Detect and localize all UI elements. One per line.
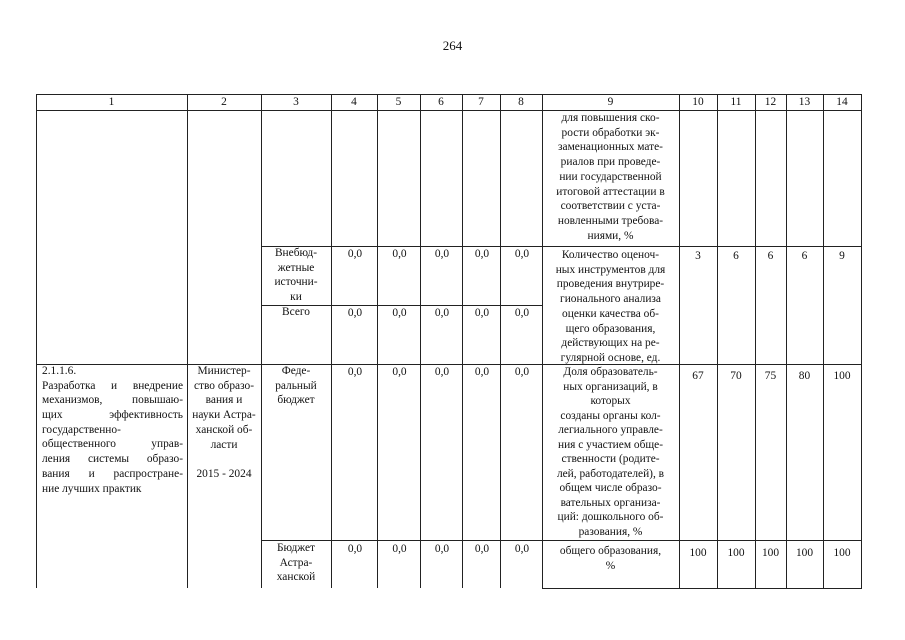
funding-value: 0,0 bbox=[347, 307, 363, 319]
indicator-line: гулярной основе, ед. bbox=[560, 351, 661, 364]
funding-value: 0,0 bbox=[474, 366, 490, 378]
indicator-line: которых bbox=[590, 395, 631, 407]
indicator-line: разования, % bbox=[578, 525, 643, 538]
row-rule bbox=[542, 588, 862, 589]
indicator-line: действующих на ре- bbox=[561, 337, 660, 350]
measure-title-line: вания и распростране- bbox=[42, 467, 183, 480]
funding-value: 0,0 bbox=[347, 543, 363, 555]
measure-title-line: государственно- bbox=[42, 423, 121, 436]
column-header: 12 bbox=[764, 96, 777, 108]
funding-value: 0,0 bbox=[347, 248, 363, 260]
column-rule bbox=[331, 94, 332, 588]
implementation-period: 2015 - 2024 bbox=[196, 468, 252, 480]
indicator-line: заменационных мате- bbox=[558, 141, 663, 154]
executor-line: ханской об- bbox=[195, 423, 253, 436]
funding-value: 0,0 bbox=[434, 248, 450, 260]
column-rule bbox=[420, 94, 421, 588]
column-header: 9 bbox=[607, 96, 614, 108]
indicator-line: проведения внутрире- bbox=[556, 278, 665, 291]
target-value: 9 bbox=[839, 250, 845, 262]
indicator-line: % bbox=[605, 559, 616, 572]
indicator-line: для повышения ско- bbox=[561, 112, 660, 124]
measure-title-line: ние лучших практик bbox=[42, 482, 142, 495]
funding-value: 0,0 bbox=[392, 307, 407, 319]
funding-value: 0,0 bbox=[392, 543, 407, 555]
column-header: 3 bbox=[293, 96, 299, 108]
column-rule bbox=[462, 94, 463, 588]
executor-line: науки Астра- bbox=[192, 409, 256, 422]
funding-value: 0,0 bbox=[474, 543, 490, 555]
target-value: 100 bbox=[795, 547, 814, 559]
funding-value: 0,0 bbox=[434, 543, 450, 555]
row-rule bbox=[542, 246, 862, 247]
indicator-line: итоговой аттестации в bbox=[556, 185, 665, 198]
indicator-line: ных организаций, в bbox=[563, 380, 658, 393]
column-rule bbox=[861, 94, 862, 588]
indicator-line: ций: дошкольного об- bbox=[557, 511, 664, 523]
funding-source-line: Астра- bbox=[279, 556, 313, 569]
column-header: 10 bbox=[692, 96, 704, 108]
target-value: 80 bbox=[798, 370, 811, 382]
column-rule bbox=[36, 94, 37, 588]
target-value: 100 bbox=[727, 547, 745, 559]
indicator-line: общего образования, bbox=[559, 545, 662, 557]
header-bottom-rule bbox=[36, 110, 862, 111]
target-value: 67 bbox=[692, 370, 704, 382]
target-value: 100 bbox=[761, 547, 780, 559]
indicator-line: рости обработки эк- bbox=[561, 126, 660, 139]
funding-value: 0,0 bbox=[474, 248, 490, 260]
column-rule bbox=[261, 94, 262, 588]
column-header: 11 bbox=[730, 96, 742, 108]
executor-line: вания и bbox=[205, 394, 243, 407]
measure-code: 2.1.1.6. bbox=[42, 365, 77, 377]
column-rule bbox=[786, 94, 787, 588]
funding-value: 0,0 bbox=[392, 248, 407, 260]
target-value: 3 bbox=[695, 250, 701, 262]
measure-title-line: общественного управ- bbox=[42, 438, 183, 451]
measure-title-line: механизмов, повышаю- bbox=[42, 394, 183, 407]
indicator-line: ния с участием обще- bbox=[557, 438, 663, 451]
column-rule bbox=[500, 94, 501, 588]
page-number: 264 bbox=[442, 38, 463, 53]
target-value: 6 bbox=[767, 250, 774, 262]
target-value: 70 bbox=[730, 370, 742, 382]
measure-title-line: Разработка и внедрение bbox=[42, 379, 183, 392]
measure-title-line: щих эффективность bbox=[42, 409, 183, 421]
indicator-line: ниями, % bbox=[587, 229, 634, 242]
column-header: 14 bbox=[836, 96, 848, 108]
indicator-line: ственности (родите- bbox=[561, 453, 660, 465]
column-rule bbox=[187, 94, 188, 588]
column-header: 8 bbox=[518, 96, 524, 108]
funding-source-line: Внебюд- bbox=[274, 247, 318, 259]
column-header: 7 bbox=[478, 96, 484, 108]
column-rule bbox=[679, 94, 680, 588]
indicator-line: Количество оценоч- bbox=[561, 249, 660, 261]
indicator-line: вательных организа- bbox=[560, 496, 661, 509]
column-rule bbox=[823, 94, 824, 588]
funding-value: 0,0 bbox=[434, 366, 450, 378]
column-rule bbox=[755, 94, 756, 588]
column-rule bbox=[377, 94, 378, 588]
target-value: 100 bbox=[689, 547, 707, 559]
funding-value: 0,0 bbox=[347, 366, 363, 378]
funding-value: 0,0 bbox=[392, 366, 407, 378]
target-value: 6 bbox=[801, 250, 808, 262]
funding-value: 0,0 bbox=[514, 543, 530, 555]
indicator-line: Доля образователь- bbox=[563, 366, 658, 378]
executor-line: Министер- bbox=[197, 365, 251, 377]
executor-line: ство образо- bbox=[193, 379, 255, 392]
target-value: 6 bbox=[733, 250, 739, 262]
funding-source-line: источни- bbox=[274, 276, 318, 289]
executor-line: ласти bbox=[210, 438, 238, 451]
funding-source-line: ки bbox=[290, 291, 302, 304]
funding-value: 0,0 bbox=[514, 366, 530, 378]
column-header: 13 bbox=[798, 96, 811, 108]
funding-source-line: ральный bbox=[275, 379, 317, 392]
indicator-line: гионального анализа bbox=[560, 293, 661, 306]
column-rule bbox=[717, 94, 718, 588]
row-rule bbox=[542, 540, 862, 541]
indicator-line: легиального управле- bbox=[558, 424, 663, 436]
funding-source-line: бюджет bbox=[277, 394, 315, 407]
measure-title-line: ления системы образо- bbox=[42, 453, 183, 466]
funding-source-line: Бюджет bbox=[276, 542, 316, 554]
indicator-line: щего образования, bbox=[565, 322, 656, 335]
column-header: 6 bbox=[438, 96, 444, 108]
funding-value: 0,0 bbox=[514, 307, 530, 319]
indicator-line: общем числе образо- bbox=[559, 482, 662, 494]
column-header: 5 bbox=[395, 96, 402, 108]
indicator-line: ных инструментов для bbox=[555, 263, 666, 276]
funding-value: 0,0 bbox=[514, 248, 530, 260]
column-header: 1 bbox=[108, 96, 115, 108]
target-value: 75 bbox=[764, 370, 777, 382]
indicator-line: созданы органы кол- bbox=[560, 409, 661, 422]
indicator-line: новленными требова- bbox=[557, 214, 664, 227]
indicator-line: соответствии с уста- bbox=[560, 200, 661, 213]
target-value: 100 bbox=[833, 370, 851, 382]
indicator-line: оценки качества об- bbox=[562, 307, 659, 320]
target-value: 100 bbox=[833, 547, 851, 559]
funding-value: 0,0 bbox=[434, 307, 450, 319]
funding-value: 0,0 bbox=[474, 307, 490, 319]
indicator-line: риалов при проведе- bbox=[560, 156, 661, 169]
funding-source-line: Феде- bbox=[281, 365, 311, 377]
column-header: 4 bbox=[351, 96, 357, 108]
column-header: 2 bbox=[221, 96, 227, 108]
indicator-line: нии государственной bbox=[559, 170, 662, 183]
funding-source-line: жетные bbox=[277, 261, 315, 274]
funding-source-label: Всего bbox=[282, 306, 310, 318]
funding-source-line: ханской bbox=[276, 571, 316, 584]
indicator-line: лей, работодателей), в bbox=[556, 467, 665, 480]
